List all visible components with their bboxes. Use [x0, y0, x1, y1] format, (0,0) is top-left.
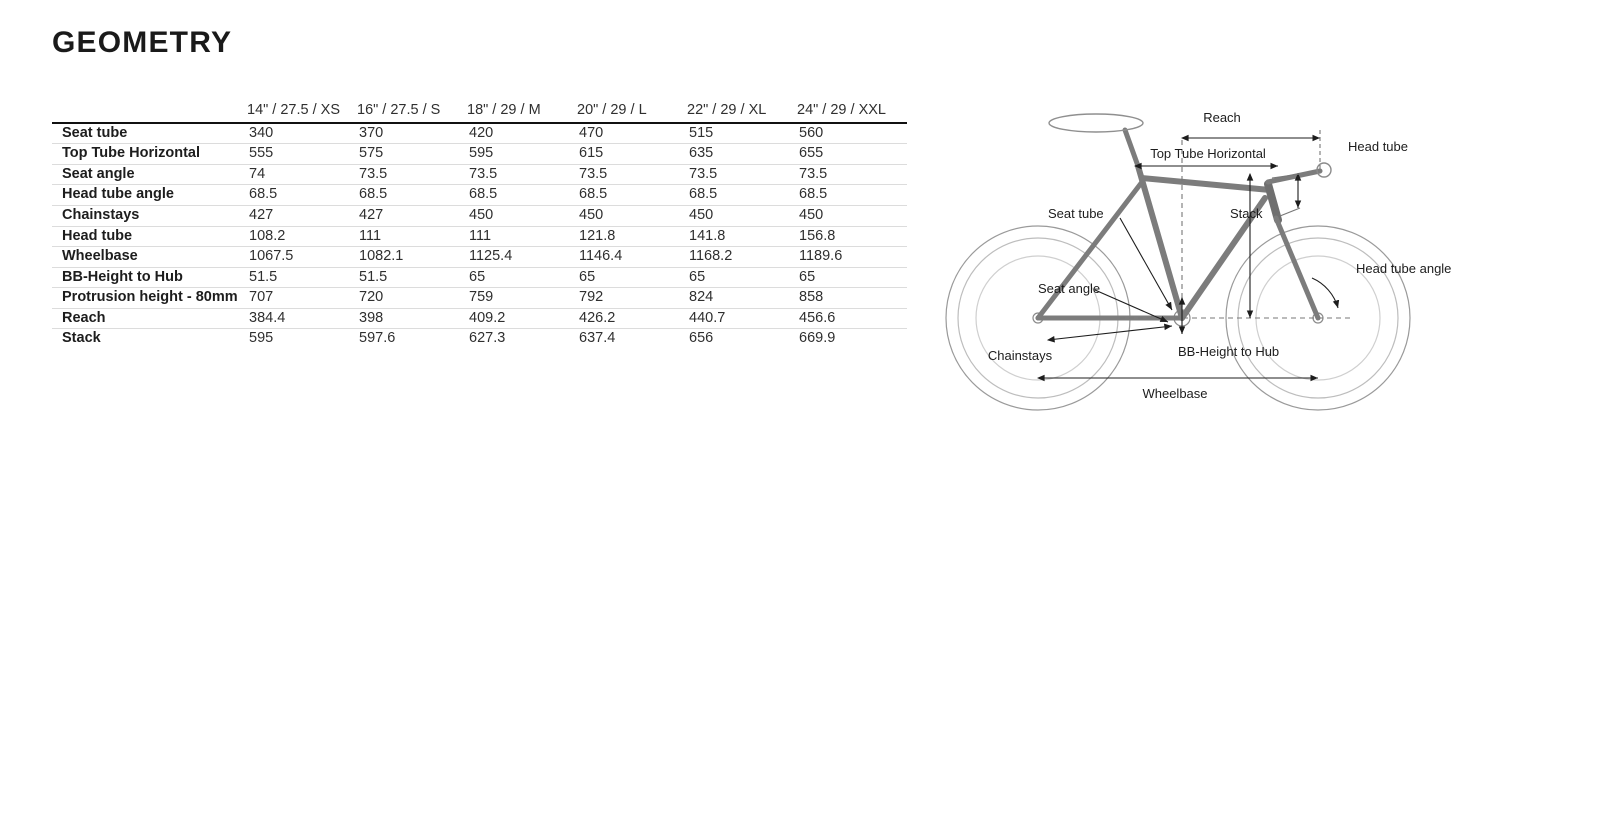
label-wheelbase: Wheelbase: [1142, 386, 1208, 401]
cell-value: 68.5: [467, 185, 577, 206]
cell-value: 627.3: [469, 330, 506, 347]
label-head-tube: Head tube: [1348, 139, 1408, 154]
label-stack: Stack: [1230, 206, 1263, 221]
cell-value: 1067.5: [247, 247, 357, 268]
cell-value: 450: [467, 206, 577, 227]
column-header-size-4: 20" / 29 / L: [577, 100, 687, 123]
cell-value: 1125.4: [467, 247, 577, 268]
diagram-labels: [988, 110, 1452, 401]
cell-value: 450: [687, 206, 797, 227]
label-head-tube-angle: Head tube angle: [1356, 261, 1452, 276]
cell-value: 450: [577, 206, 687, 227]
column-header-size-1: 14" / 27.5 / XS: [247, 100, 357, 123]
cell-value: 51.5: [247, 267, 357, 288]
cell-value: 108.2: [247, 226, 357, 247]
cell-value: 65: [467, 267, 577, 288]
row-label: Chainstays: [52, 206, 247, 227]
cell-value: 340: [247, 123, 357, 144]
cell-value: 759: [467, 288, 577, 309]
cell-value: 595: [467, 144, 577, 165]
cell-value: 68.5: [797, 185, 907, 206]
cell-value: 669.9: [799, 330, 836, 347]
table-row: [52, 164, 907, 185]
cell-value: 73.5: [577, 164, 687, 185]
cell-value: 1082.1: [357, 247, 467, 268]
table-row: [52, 123, 907, 144]
cell-value: 156.8: [797, 226, 907, 247]
row-label: Top Tube Horizontal: [52, 144, 247, 165]
table-header-row: [52, 100, 907, 123]
cell-value: 655: [797, 144, 907, 165]
table-row: [52, 206, 907, 227]
cell-value: 555: [247, 144, 357, 165]
cell-value: 65: [797, 267, 907, 288]
page-title: GEOMETRY: [52, 26, 233, 59]
table-row: [52, 267, 907, 288]
cell-value: 409.2: [467, 308, 577, 329]
row-label: Head tube angle: [52, 185, 247, 206]
table-row: [52, 288, 907, 309]
cell-value: 68.5: [687, 185, 797, 206]
bike-geometry-diagram: [920, 78, 1480, 438]
label-reach: Reach: [1203, 110, 1241, 125]
cell-value: 720: [357, 288, 467, 309]
cell-value: 65: [687, 267, 797, 288]
cell-value: 597.6: [359, 330, 396, 347]
cell-value: 73.5: [467, 164, 577, 185]
column-header-size-3: 18" / 29 / M: [467, 100, 577, 123]
label-chainstays: Chainstays: [987, 348, 1053, 363]
column-header-size-5: 22" / 29 / XL: [687, 100, 797, 123]
column-header-measure: [52, 100, 247, 123]
cell-value: 68.5: [357, 185, 467, 206]
cell-value: 426.2: [577, 308, 687, 329]
cell-value: 470: [577, 123, 687, 144]
cell-value: 707: [247, 288, 357, 309]
cell-value: 68.5: [247, 185, 357, 206]
row-label: Head tube: [52, 226, 247, 247]
cell-value: 560: [797, 123, 907, 144]
cell-value: 1168.2: [687, 247, 797, 268]
row-label: Seat angle: [52, 164, 247, 185]
cell-value: 792: [577, 288, 687, 309]
label-seat-tube: Seat tube: [1048, 206, 1104, 221]
column-header-size-6: 24" / 29 / XXL: [797, 100, 907, 123]
cell-value: 420: [467, 123, 577, 144]
geometry-table: [52, 100, 907, 349]
column-header-size-2: 16" / 27.5 / S: [357, 100, 467, 123]
geometry-table-container: [52, 100, 907, 349]
table-header: [52, 100, 907, 123]
cell-value: 51.5: [357, 267, 467, 288]
cell-value: 824: [687, 288, 797, 309]
cell-value: 575: [357, 144, 467, 165]
row-label: Reach: [52, 308, 247, 329]
label-bb-height-to-hub: BB-Height to Hub: [1178, 344, 1280, 359]
cell-value: 73.5: [797, 164, 907, 185]
cell-value: 615: [577, 144, 687, 165]
label-seat-angle: Seat angle: [1038, 281, 1101, 296]
cell-value: 595: [249, 330, 274, 347]
cell-value: 398: [357, 308, 467, 329]
table-row: [52, 247, 907, 268]
cell-value: 427: [247, 206, 357, 227]
cell-value: 440.7: [687, 308, 797, 329]
cell-value: 656: [689, 330, 714, 347]
table-body: [52, 123, 907, 349]
label-top-tube-horizontal: Top Tube Horizontal: [1150, 146, 1266, 161]
table-row: [52, 185, 907, 206]
cell-value: 635: [687, 144, 797, 165]
cell-value: 384.4: [247, 308, 357, 329]
cell-value: 515: [687, 123, 797, 144]
cell-value: 68.5: [577, 185, 687, 206]
cell-value: 456.6: [797, 308, 907, 329]
cell-value: 121.8: [577, 226, 687, 247]
cell-value: 427: [357, 206, 467, 227]
cell-value: 111: [357, 226, 467, 247]
cell-value: 1146.4: [577, 247, 687, 268]
table-row: [52, 329, 907, 349]
cell-value: 450: [797, 206, 907, 227]
row-label: Protrusion height - 80mm: [52, 288, 247, 309]
row-label: Seat tube: [52, 123, 247, 144]
row-label: Stack: [62, 330, 101, 347]
row-label: BB-Height to Hub: [52, 267, 247, 288]
cell-value: 637.4: [579, 330, 616, 347]
cell-value: 858: [797, 288, 907, 309]
cell-value: 73.5: [687, 164, 797, 185]
cell-value: 370: [357, 123, 467, 144]
table-row: [52, 144, 907, 165]
row-label: Wheelbase: [52, 247, 247, 268]
table-row: [52, 226, 907, 247]
cell-value: 141.8: [687, 226, 797, 247]
cell-value: 1189.6: [797, 247, 907, 268]
cell-value: 74: [247, 164, 357, 185]
cell-value: 111: [467, 226, 577, 247]
cell-value: 65: [577, 267, 687, 288]
table-row: [52, 308, 907, 329]
cell-value: 73.5: [357, 164, 467, 185]
